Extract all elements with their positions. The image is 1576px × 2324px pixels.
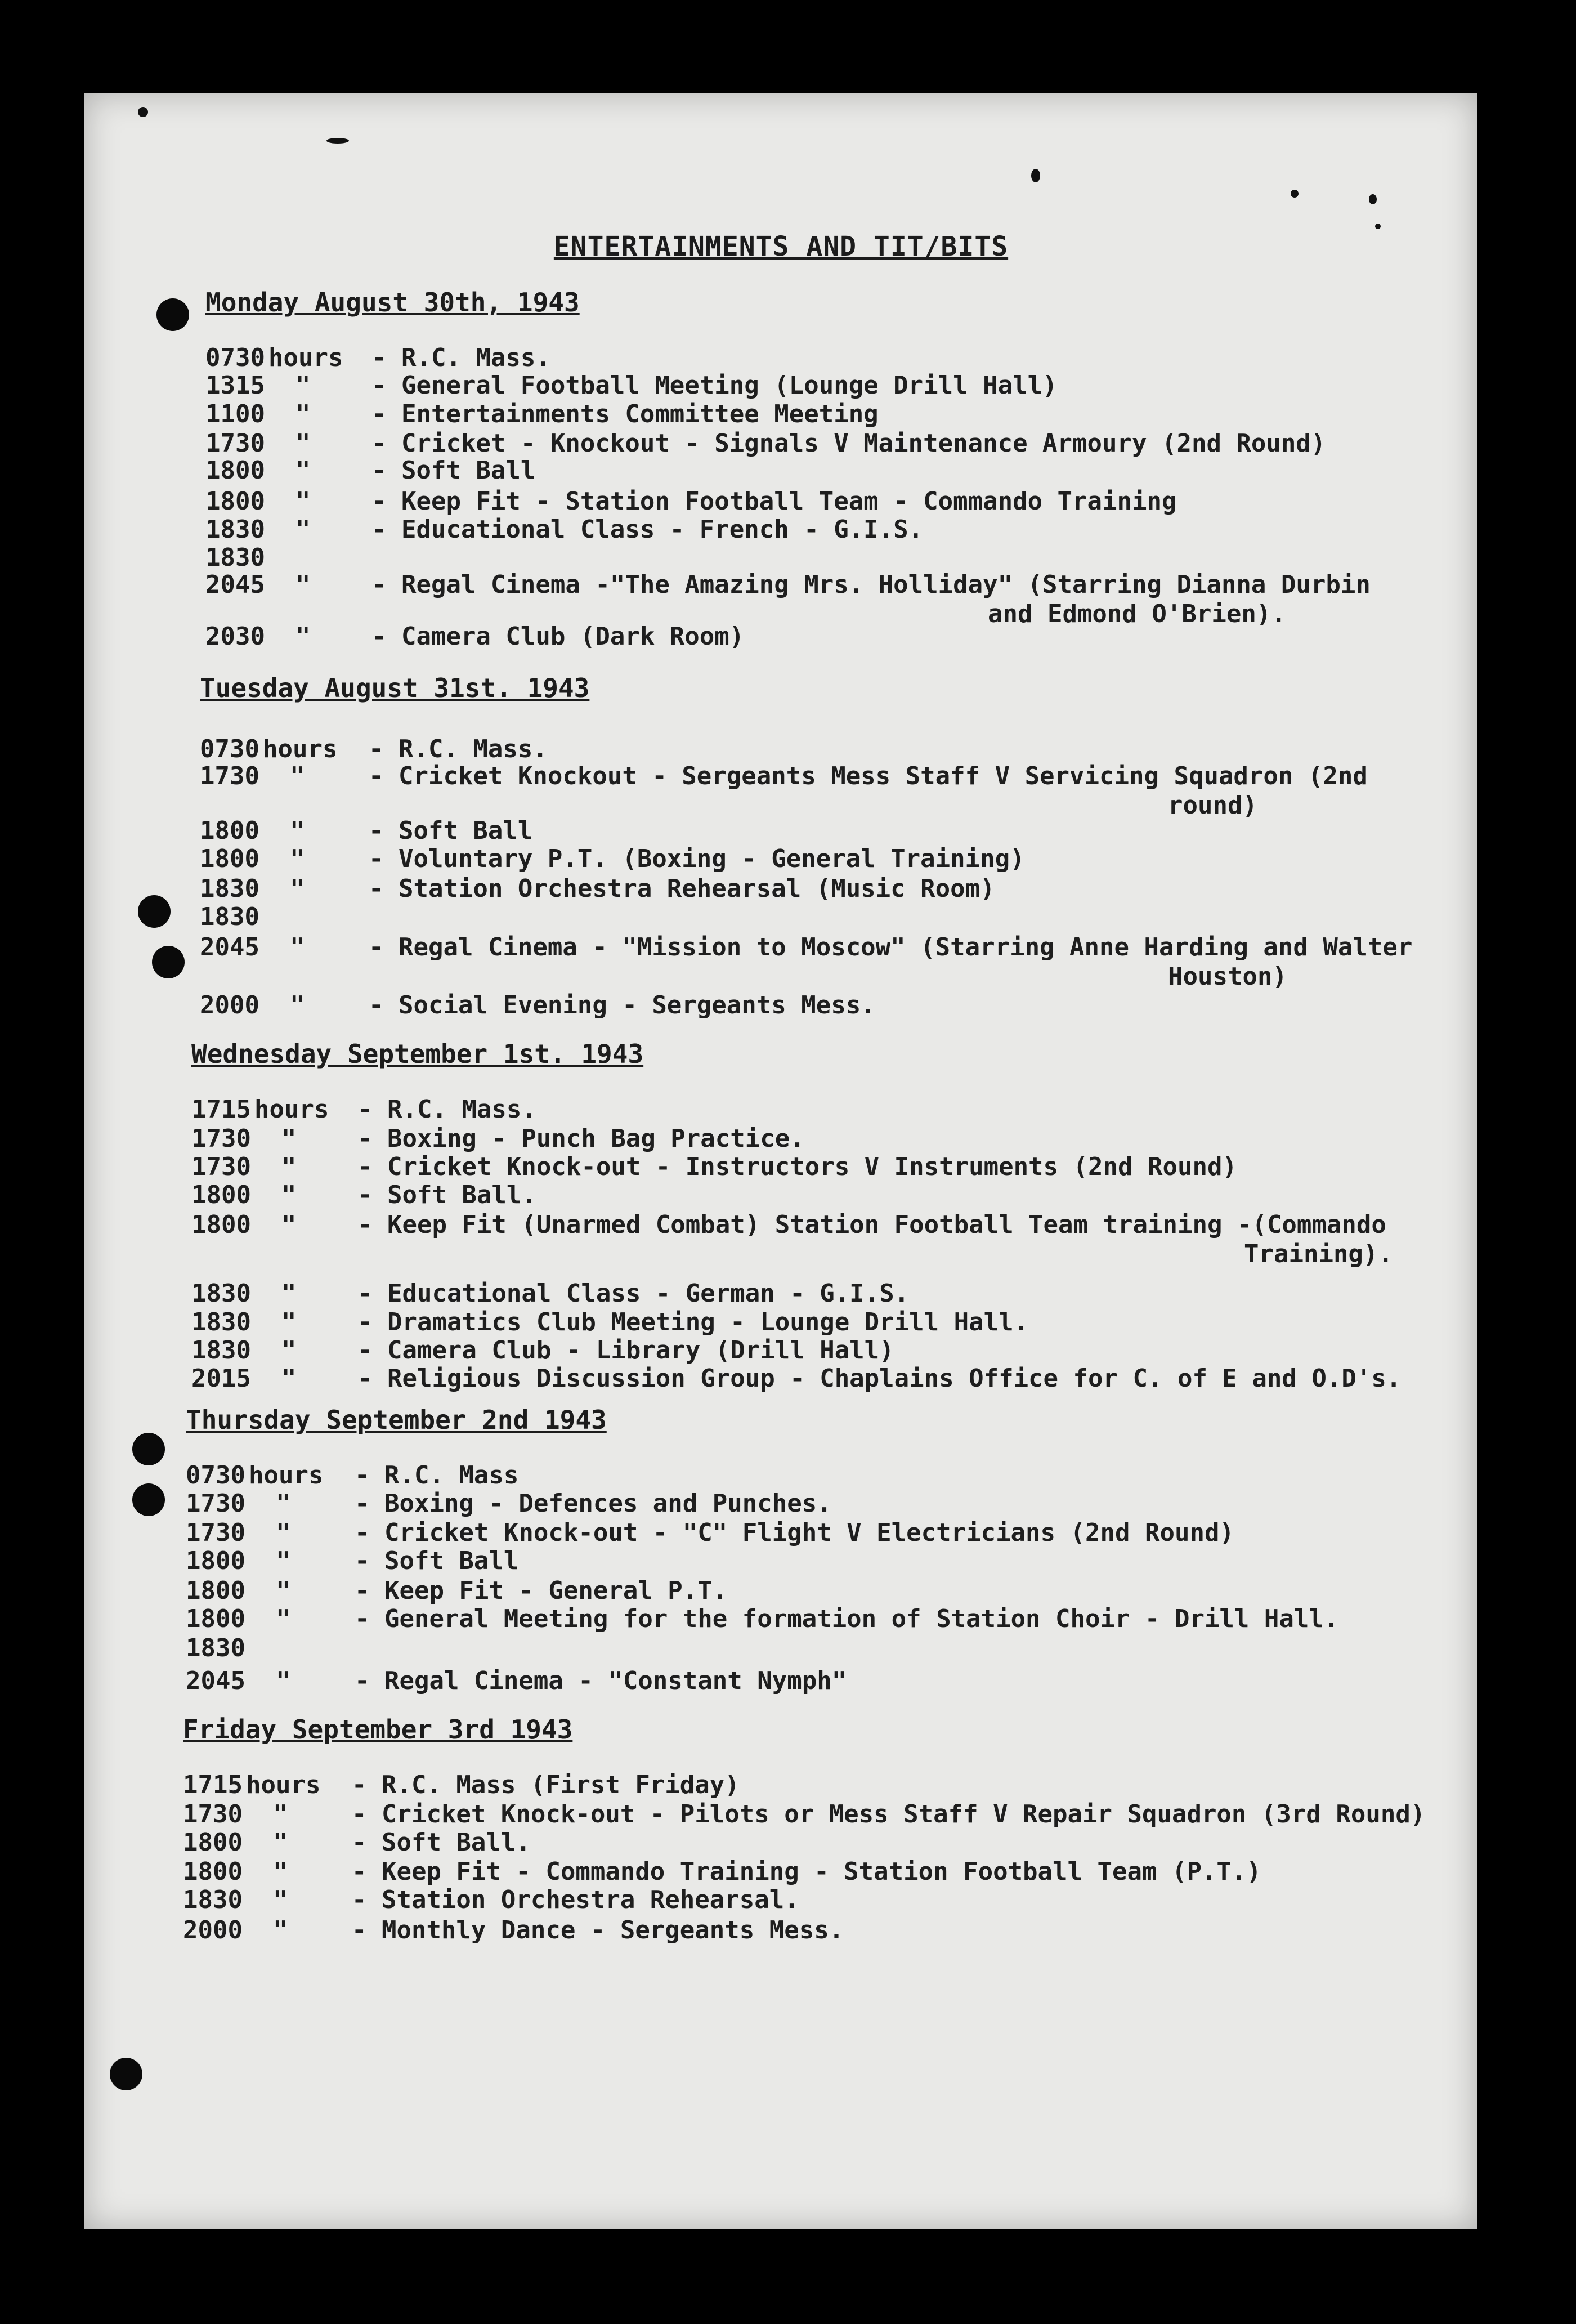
entry-description: - R.C. Mass (First Friday) [352,1771,740,1799]
entry-description: - Regal Cinema -"The Amazing Mrs. Holliday" (Starring Dianna Durbin [371,570,1371,599]
entry-unit: " [296,570,311,599]
entry-unit: " [276,1576,291,1605]
entry-description: - Cricket Knock-out - Pilots or Mess Staff V Repair Squadron (3rd Round) [352,1800,1426,1829]
entry-time: 1730 [200,762,259,790]
entry-time: 1830 [183,1885,243,1914]
entry-time: 0730 [205,343,265,372]
entry-time: 1315 [205,371,265,400]
entry-unit: " [296,400,311,428]
ink-speck [1375,224,1381,229]
entry-description: - Keep Fit - Station Football Team - Commando Training [371,487,1177,516]
entry-time: 1800 [186,1576,245,1605]
entry-time: 1830 [191,1308,251,1337]
entry-unit: " [276,1489,291,1518]
entry-unit: " [290,844,305,873]
entry-time: 1730 [191,1152,251,1181]
page-title: ENTERTAINMENTS AND TIT/BITS [553,231,1009,262]
entry-description: - Voluntary P.T. (Boxing - General Training) [369,844,1025,873]
entry-time: 1715 [183,1771,243,1799]
entry-description: - Keep Fit (Unarmed Combat) Station Football Team training -(Commando [357,1210,1386,1239]
document-page [84,93,1478,2229]
entry-description: - Educational Class - German - G.I.S. [357,1279,910,1308]
entry-description: - Keep Fit - General P.T. [355,1576,728,1605]
entry-description: - Boxing - Defences and Punches. [355,1489,832,1518]
entry-unit: " [281,1336,297,1365]
punch-hole [152,946,185,978]
entry-description: - R.C. Mass. [371,343,550,372]
entry-description: - Camera Club - Library (Drill Hall) [357,1336,894,1365]
entry-description: - General Meeting for the formation of Station Choir - Drill Hall. [355,1605,1339,1633]
entry-unit: " [281,1308,297,1337]
entry-unit: " [273,1857,288,1886]
entry-description: - Soft Ball [355,1547,519,1575]
entry-unit: " [276,1518,291,1547]
entry-unit: " [281,1210,297,1239]
entry-unit: " [296,429,311,458]
entry-unit: " [296,456,311,485]
entry-description: - Social Evening - Sergeants Mess. [369,991,876,1020]
entry-unit: " [290,816,305,845]
entry-time: 1830 [191,1336,251,1365]
entry-continuation: Houston) [1168,962,1287,991]
ink-speck [138,107,148,117]
entry-time: 1800 [186,1547,245,1575]
entry-description: - Cricket Knockout - Sergeants Mess Staff V Servicing Squadron (2nd [369,762,1368,790]
entry-time: 2015 [191,1364,251,1393]
entry-time: 1715 [191,1095,251,1124]
entry-unit: " [296,487,311,516]
punch-hole [156,298,189,331]
entry-time: 1830 [186,1634,245,1662]
entry-unit: hours [268,343,343,372]
entry-continuation: and Edmond O'Brien). [988,600,1286,628]
entry-unit: " [290,933,305,962]
entry-time: 2045 [200,933,259,962]
entry-description: - Soft Ball. [352,1828,531,1857]
entry-unit: " [273,1828,288,1857]
entry-time: 1800 [191,1181,251,1209]
entry-unit: hours [254,1095,329,1124]
entry-time: 1800 [191,1210,251,1239]
entry-time: 1800 [205,487,265,516]
entry-unit: " [290,874,305,903]
entry-description: - Regal Cinema - "Constant Nymph" [355,1666,847,1695]
entry-description: - Soft Ball [369,816,533,845]
entry-time: 0730 [186,1461,245,1490]
entry-time: 1830 [205,543,265,572]
entry-time: 1800 [183,1828,243,1857]
entry-description: - Keep Fit - Commando Training - Station Football Team (P.T.) [352,1857,1261,1886]
entry-time: 2045 [186,1666,245,1695]
entry-time: 1800 [205,456,265,485]
entry-unit: " [296,622,311,651]
entry-time: 1800 [183,1857,243,1886]
entry-time: 0730 [200,735,259,763]
entry-unit: hours [249,1461,324,1490]
entry-time: 1730 [191,1124,251,1153]
entry-description: - General Football Meeting (Lounge Drill Hall) [371,371,1058,400]
entry-unit: " [290,991,305,1020]
entry-time: 1830 [191,1279,251,1308]
entry-unit: " [281,1124,297,1153]
entry-time: 1730 [205,429,265,458]
punch-hole [132,1433,165,1465]
entry-time: 1830 [205,515,265,544]
entry-description: - Monthly Dance - Sergeants Mess. [352,1916,844,1945]
entry-time: 2000 [183,1916,243,1945]
entry-time: 2030 [205,622,265,651]
entry-time: 1730 [183,1800,243,1829]
entry-unit: " [281,1279,297,1308]
entry-description: - R.C. Mass [355,1461,519,1490]
entry-continuation: round) [1168,791,1257,820]
entry-description: - Entertainments Committee Meeting [371,400,879,428]
entry-unit: hours [263,735,338,763]
entry-description: - Dramatics Club Meeting - Lounge Drill Hall. [357,1308,1029,1337]
entry-description: - Soft Ball. [357,1181,536,1209]
punch-hole [110,2058,142,2090]
ink-speck [1031,169,1040,182]
day-heading: Thursday September 2nd 1943 [186,1405,607,1435]
day-heading: Tuesday August 31st. 1943 [200,673,590,703]
entry-description: - Cricket Knock-out - "C" Flight V Electricians (2nd Round) [355,1518,1234,1547]
entry-unit: " [281,1364,297,1393]
entry-time: 2000 [200,991,259,1020]
entry-time: 2045 [205,570,265,599]
entry-description: - Regal Cinema - "Mission to Moscow" (Starring Anne Harding and Walter [369,933,1413,962]
entry-unit: " [273,1885,288,1914]
entry-description: - Cricket - Knockout - Signals V Maintenance Armoury (2nd Round) [371,429,1326,458]
entry-description: - Cricket Knock-out - Instructors V Instruments (2nd Round) [357,1152,1237,1181]
entry-time: 1800 [200,844,259,873]
ink-speck [1291,190,1299,198]
day-heading: Wednesday September 1st. 1943 [191,1039,644,1069]
entry-continuation: Training). [1244,1240,1393,1268]
entry-description: - Camera Club (Dark Room) [371,622,745,651]
day-heading: Friday September 3rd 1943 [183,1714,573,1745]
entry-unit: " [281,1152,297,1181]
entry-time: 1830 [200,874,259,903]
entry-unit: " [276,1547,291,1575]
entry-time: 1730 [186,1518,245,1547]
entry-unit: " [290,762,305,790]
entry-description: - Station Orchestra Rehearsal (Music Room) [369,874,995,903]
entry-unit: hours [246,1771,321,1799]
punch-hole [132,1483,165,1516]
ink-speck [326,138,349,144]
entry-time: 1100 [205,400,265,428]
entry-description: - Religious Discussion Group - Chaplains Office for C. of E and O.D's. [357,1364,1402,1393]
day-heading: Monday August 30th, 1943 [205,287,580,318]
entry-description: - Educational Class - French - G.I.S. [371,515,924,544]
entry-description: - R.C. Mass. [357,1095,536,1124]
entry-unit: " [276,1605,291,1633]
punch-hole [138,895,171,928]
entry-time: 1830 [200,902,259,931]
entry-description: - Boxing - Punch Bag Practice. [357,1124,805,1153]
entry-time: 1800 [200,816,259,845]
entry-unit: " [281,1181,297,1209]
entry-unit: " [273,1800,288,1829]
ink-speck [1369,194,1377,204]
entry-unit: " [296,515,311,544]
entry-unit: " [296,371,311,400]
entry-description: - Soft Ball [371,456,536,485]
entry-description: - Station Orchestra Rehearsal. [352,1885,799,1914]
entry-time: 1730 [186,1489,245,1518]
entry-time: 1800 [186,1605,245,1633]
entry-unit: " [276,1666,291,1695]
entry-unit: " [273,1916,288,1945]
entry-description: - R.C. Mass. [369,735,548,763]
